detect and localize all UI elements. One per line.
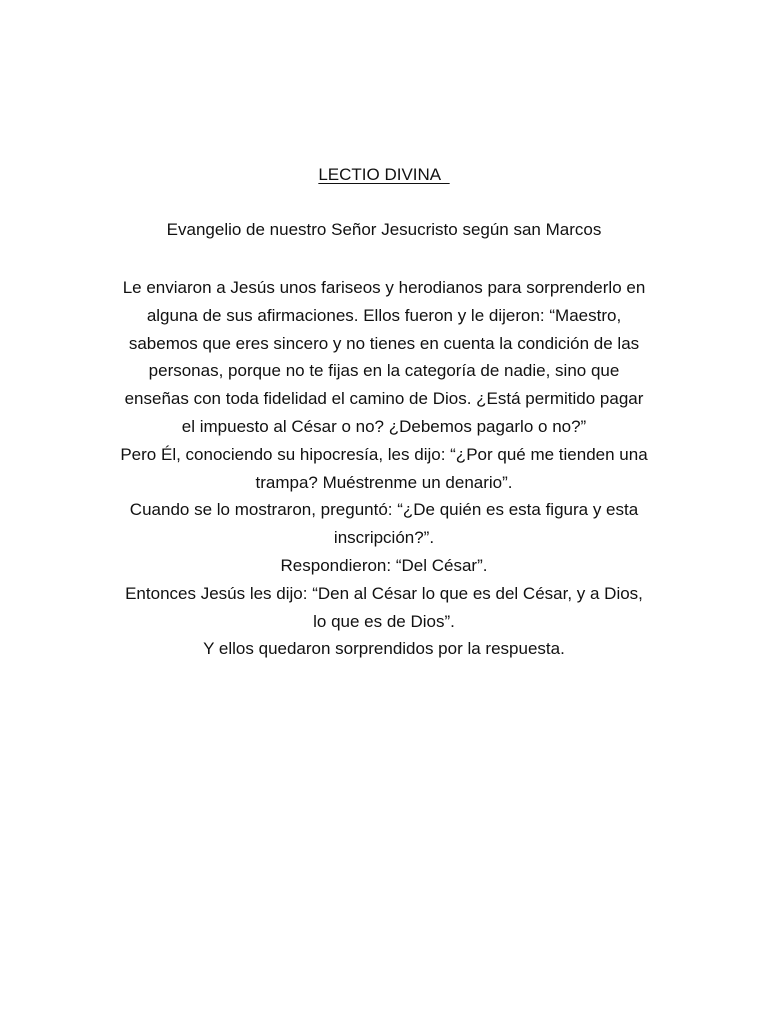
text-line: inscripción?”. (333, 528, 435, 548)
document-title-block (0, 164, 768, 186)
text-line: Pero Él, conociendo su hipocresía, les dijo: “¿Por qué me tienden una (120, 444, 648, 464)
text-line: Entonces Jesús les dijo: “Den al César lo que es del César, y a Dios, (125, 583, 643, 603)
text-line: lo que es de Dios”. (313, 611, 455, 631)
document-title: LECTIO DIVINA (318, 165, 450, 184)
text-line: Cuando se lo mostraron, preguntó: “¿De quién es esta figura y esta (129, 500, 639, 520)
gospel-text (60, 274, 708, 663)
text-line: Respondieron: “Del César”. (280, 555, 488, 575)
document-subtitle: Evangelio de nuestro Señor Jesucristo según san Marcos (166, 220, 602, 239)
text-line: Le enviaron a Jesús unos fariseos y herodianos para sorprenderlo en (122, 278, 646, 297)
text-line: alguna de sus afirmaciones. Ellos fueron y le dijeron: “Maestro, (146, 305, 622, 325)
text-line: enseñas con toda fidelidad el camino de Dios. ¿Está permitido pagar (124, 389, 644, 409)
text-line: personas, porque no te fijas en la categoría de nadie, sino que (148, 361, 620, 381)
text-line: sabemos que eres sincero y no tienes en cuenta la condición de las (128, 333, 640, 353)
text-line: el impuesto al César o no? ¿Debemos pagarlo o no?” (181, 416, 587, 436)
text-line: trampa? Muéstrenme un denario”. (255, 472, 513, 492)
text-line: Y ellos quedaron sorprendidos por la respuesta. (203, 639, 565, 659)
